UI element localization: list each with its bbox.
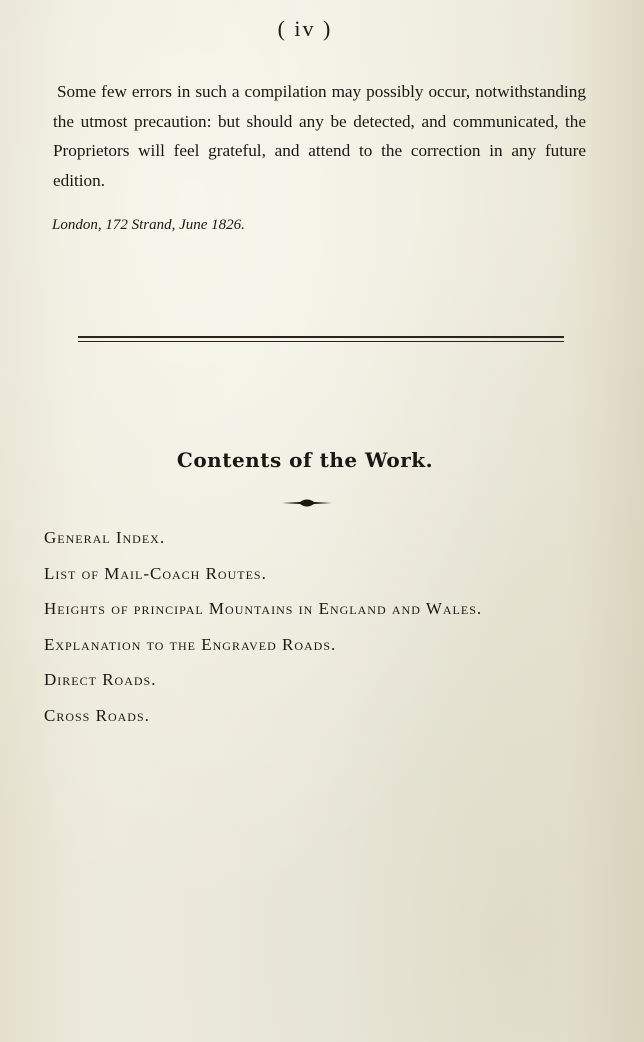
dateline: London, 172 Strand, June 1826.	[52, 217, 245, 233]
double-rule-bottom	[78, 341, 564, 342]
page-number: ( iv )	[277, 16, 333, 41]
fleuron-ornament-icon	[282, 497, 332, 509]
contents-title: Contents of the Work.	[176, 448, 434, 472]
contents-item-mountain-heights: Heights of principal Mountains in England and Wales.	[44, 599, 483, 618]
errata-note: Some few errors in such a compilation may possibly occur, notwithstanding the utmost precaution: but should any be detected, and communicated, the Proprietors will feel grateful, and attend to the correction in any future edition.	[53, 82, 586, 190]
contents-item-cross-roads: Cross Roads.	[44, 705, 150, 725]
contents-item-direct-roads: Direct Roads.	[44, 670, 157, 689]
contents-item-mail-coach-routes: List of Mail-Coach Routes.	[44, 563, 267, 583]
contents-item-engraved-roads: Explanation to the Engraved Roads.	[44, 634, 337, 654]
contents-list	[44, 528, 482, 741]
double-rule-top	[78, 336, 564, 338]
contents-item-general-index: General Index.	[44, 528, 166, 547]
